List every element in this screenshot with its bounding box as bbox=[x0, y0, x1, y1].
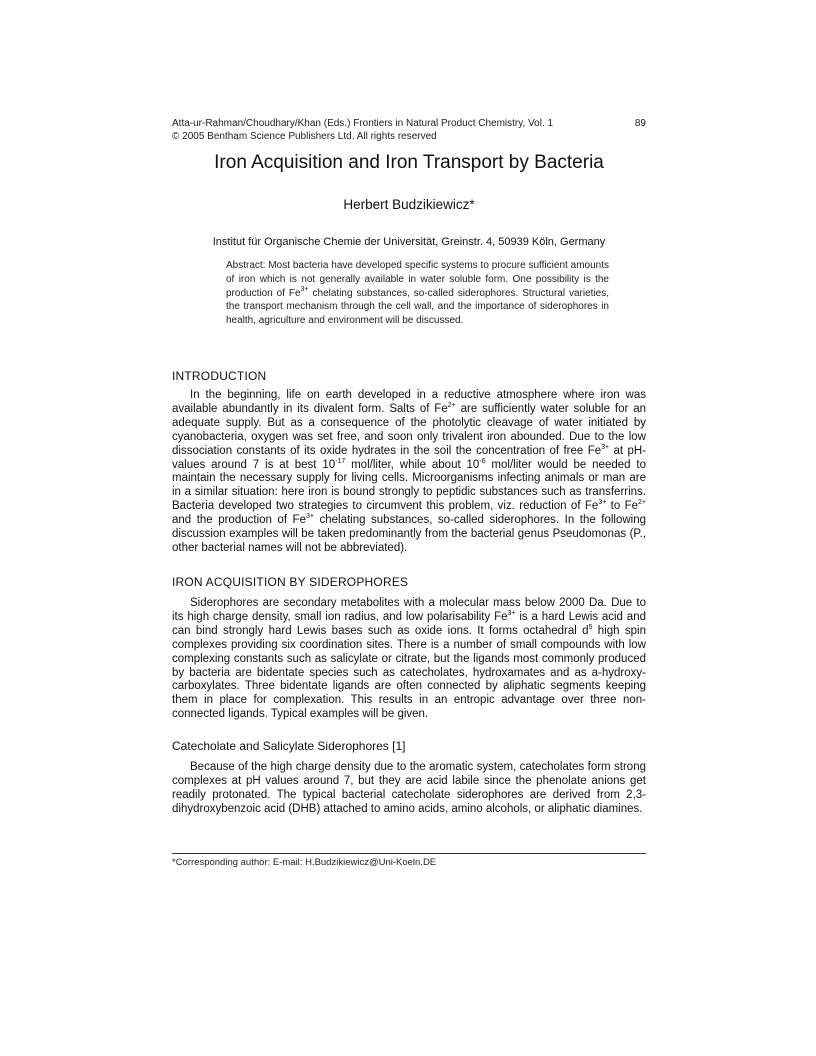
text: to Fe bbox=[606, 500, 639, 513]
subsection-heading-catecholate: Catecholate and Salicylate Siderophores [1] bbox=[172, 739, 406, 753]
superscript: 3+ bbox=[598, 499, 607, 507]
text: mol/liter would be needed to maintain the necessary supply for living cells. Microorganisms infecting animals or man are in a similar situation: here iron is bound strongly to peptidic substances such as transferrins. Bacteria developed two strategies to circumvent this problem, viz. reduction of Fe bbox=[172, 458, 646, 513]
footnote: *Corresponding author: E-mail: H.Budzikiewicz@Uni-Koeln.DE bbox=[172, 857, 437, 868]
text: and the production of Fe bbox=[172, 514, 306, 527]
copyright-line: © 2005 Bentham Science Publishers Ltd. All rights reserved bbox=[172, 130, 437, 142]
superscript: 3+ bbox=[305, 513, 314, 521]
section-heading-iron-acquisition: IRON ACQUISITION BY SIDEROPHORES bbox=[172, 575, 409, 589]
text: mol/liter, while about 10 bbox=[345, 458, 480, 471]
catecholate-paragraph bbox=[172, 761, 646, 817]
author-affiliation: Institut für Organische Chemie der Universität, Greinstr. 4, 50939 Köln, Germany bbox=[212, 236, 606, 248]
text: at pH-values around 7 is at best 10 bbox=[172, 444, 646, 471]
superscript: -17 bbox=[335, 457, 346, 465]
footnote-divider bbox=[172, 853, 646, 854]
abstract-text: Abstract: Most bacteria have developed specific systems to procure sufficient amounts of iron which is not generally available in water soluble form. One possibility is the production of Fe bbox=[226, 260, 609, 299]
text: is a hard Lewis acid and can bind strongly hard Lewis bases such as oxide ions. It forms octahedral d bbox=[172, 610, 646, 637]
abstract bbox=[226, 259, 609, 328]
journal-citation: Atta-ur-Rahman/Choudhary/Khan (Eds.) Frontiers in Natural Product Chemistry, Vol. 1 bbox=[172, 118, 554, 129]
text: chelating substances, so-called siderophores. In the following discussion examples will be taken predominantly from the bacterial genus Pseudomonas (P., other bacterial names will not be abbreviated). bbox=[172, 514, 647, 554]
superscript: 3+ bbox=[507, 609, 516, 617]
introduction-paragraph bbox=[172, 389, 646, 556]
abstract-text: chelating substances, so-called siderophores. Structural varieties, the transport mechanism through the cell wall, and the importance of siderophores in health, agriculture and environment will be discussed. bbox=[226, 287, 610, 327]
running-header bbox=[172, 118, 646, 143]
text: Siderophores are secondary metabolites with a molecular mass below 2000 Da. Due to its high charge density, small ion radius, and low polarisability Fe bbox=[172, 597, 646, 623]
superscript: -6 bbox=[479, 457, 486, 465]
text: high spin complexes providing six coordination sites. There is a number of small compounds with low complexing constants such as salicylate or citrate, but the ligands most commonly produced by bacteria are bidentate species such as catecholates, hydroxamates and as a-hydroxy-carboxylates. Three bidentate ligands are often connected by aliphatic segments keeping them in place for complexation. This results in an entropic advantage over three non-connected ligands. Typical examples will be given. bbox=[172, 624, 646, 721]
text: In the beginning, life on earth developed in a reductive atmosphere where iron was available abundantly in its divalent form. Salts of Fe bbox=[172, 389, 646, 415]
paper-title: Iron Acquisition and Iron Transport by Bacteria bbox=[214, 152, 604, 173]
iron-acquisition-paragraph bbox=[172, 597, 646, 722]
superscript: 2+ bbox=[447, 401, 456, 409]
text: Because of the high charge density due to the aromatic system, catecholates form strong complexes at pH values around 7, but they are acid labile since the phenolate anions get readily protonated. The typical bacterial catecholate siderophores are derived from 2,3-dihydroxybenzoic acid (DHB) attached to amino acids, amino alcohols, or aliphatic diamines. bbox=[172, 761, 646, 815]
superscript: 3+ bbox=[601, 443, 610, 451]
superscript: 5 bbox=[588, 623, 593, 631]
page-number: 89 bbox=[634, 118, 646, 129]
section-heading-introduction: INTRODUCTION bbox=[172, 369, 267, 383]
superscript: 3+ bbox=[300, 285, 309, 293]
author-name: Herbert Budzikiewicz* bbox=[343, 197, 475, 212]
superscript: 2+ bbox=[638, 499, 647, 507]
text: are sufficiently water soluble for an adequate supply. But as a consequence of the photolytic cleavage of water initiated by cyanobacteria, oxygen was set free, and soon only trivalent iron abounded. Due to the low dissociation constants of its oxide hydrates in the soil the concentration of free Fe bbox=[172, 402, 646, 457]
